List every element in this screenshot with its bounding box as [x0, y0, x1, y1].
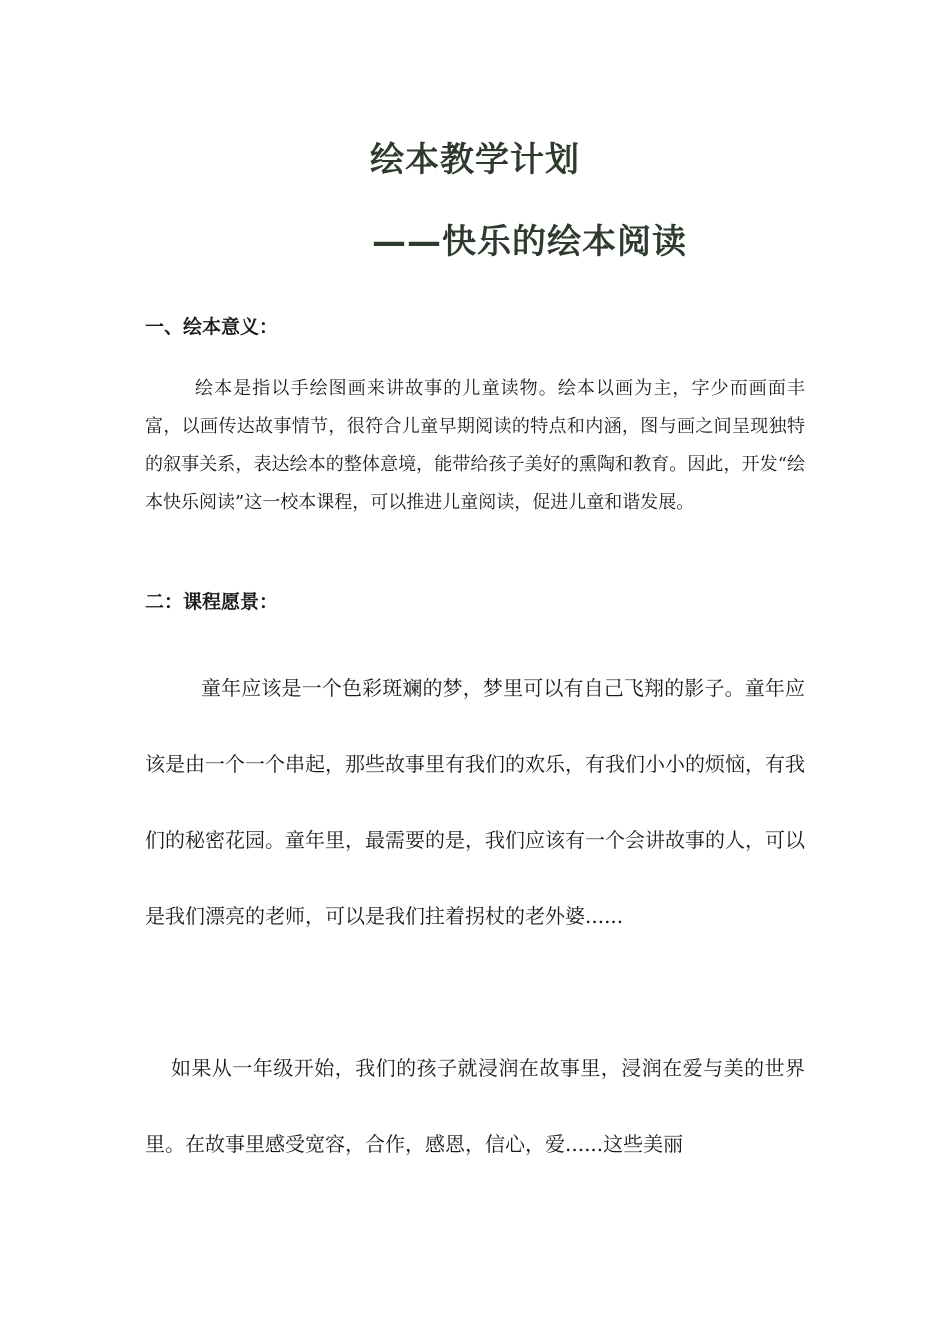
section-heading-meaning: 一、绘本意义： — [145, 316, 279, 338]
section-paragraph-meaning: 绘本是指以手绘图画来讲故事的儿童读物。绘本以画为主，字少而画面丰富，以画传达故事情节，很符合儿童早期阅读的特点和内涵，图与画之间呈现独特的叙事关系，表达绘本的整体意境，能带给孩子美好的熏陶和教育。因此，开发“绘本快乐阅读”这一校本课程，可以推进儿童阅读，促进儿童和谐发展。 — [145, 378, 805, 513]
document-title: 绘本教学计划 — [370, 140, 580, 180]
document-subtitle: ——快乐的绘本阅读 — [372, 222, 687, 262]
section-paragraph-vision-1: 童年应该是一个色彩斑斓的梦，梦里可以有自己飞翔的影子。童年应该是由一个一个串起，那些故事里有我们的欢乐，有我们小小的烦恼，有我们的秘密花园。童年里，最需要的是，我们应该有一个会讲故事的人，可以是我们漂亮的老师，可以是我们拄着拐杖的老外婆...... — [145, 676, 805, 928]
section-paragraph-vision-2: 如果从一年级开始，我们的孩子就浸润在故事里，浸润在爱与美的世界里。在故事里感受宽容，合作，感恩，信心，爱......这些美丽 — [145, 1056, 805, 1156]
section-heading-vision: 二：课程愿景： — [145, 591, 279, 613]
